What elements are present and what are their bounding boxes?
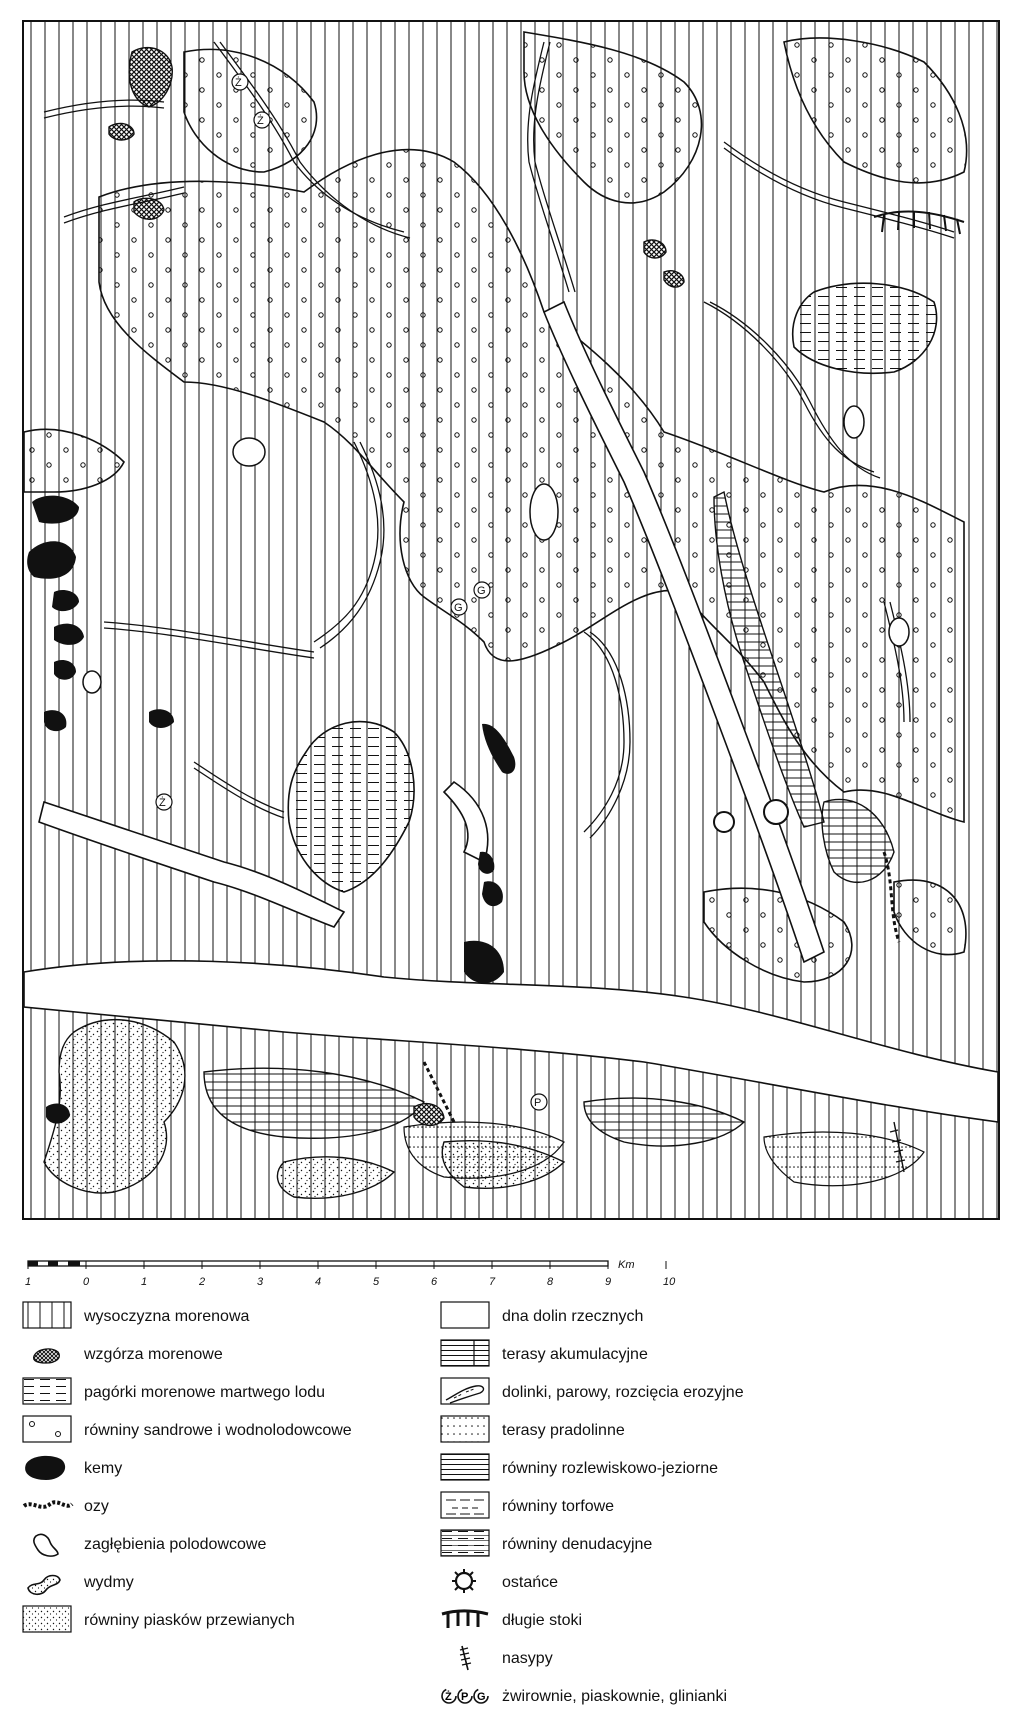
- legend-item-torfowe: [440, 1490, 880, 1524]
- legend-symbol-terasy-akum: [440, 1338, 494, 1370]
- legend-symbol-ostance: [440, 1566, 494, 1598]
- legend-label: dolinki, parowy, rozcięcia erozyjne: [502, 1384, 744, 1401]
- legend-label: równiny rozlewiskowo-jeziorne: [502, 1460, 719, 1477]
- pit-label: P: [534, 1097, 542, 1109]
- legend-label: żwirownie, piaskownie, glinianki: [502, 1688, 727, 1705]
- legend-pit-letter: Ż: [445, 1691, 452, 1703]
- scale-tick-label: 0: [83, 1276, 90, 1288]
- legend-symbol-nasypy: [440, 1642, 494, 1674]
- legend-item-ostance: [440, 1566, 880, 1600]
- legend-symbol-dolinki: [440, 1376, 494, 1408]
- scale-tick-label: 9: [605, 1276, 612, 1288]
- legend-symbol-wzgorza: [22, 1338, 76, 1370]
- legend-label: pagórki morenowe martwego lodu: [84, 1384, 326, 1401]
- legend-label: zagłębienia polodowcowe: [84, 1536, 267, 1553]
- legend-label: terasy pradolinne: [502, 1422, 625, 1439]
- legend-label: wysoczyzna morenowa: [84, 1308, 250, 1325]
- legend-symbol-stoki: [440, 1604, 494, 1636]
- legend-symbol-piaski: [22, 1604, 76, 1636]
- legend-item-pagorki: [22, 1376, 462, 1410]
- scale-tick-label: 8: [547, 1276, 554, 1288]
- legend-item-nasypy: [440, 1642, 880, 1676]
- legend-item-piaski: [22, 1604, 462, 1638]
- scale-tick-label: 1: [141, 1276, 148, 1288]
- legend-symbol-denudacyjne: [440, 1528, 494, 1560]
- scale-tick-label: 5: [373, 1276, 380, 1288]
- legend-symbol-pagorki: [22, 1376, 76, 1408]
- legend-label: długie stoki: [502, 1612, 583, 1629]
- pit-label: G: [477, 585, 486, 597]
- legend-label: równiny denudacyjne: [502, 1536, 653, 1553]
- legend-item-rozlewiska: [440, 1452, 880, 1486]
- scale-tick-label: 10: [663, 1276, 676, 1288]
- legend-symbol-zaglebienia: [22, 1528, 76, 1560]
- scale-bar: [22, 1255, 676, 1295]
- legend-pit-letter: P: [461, 1691, 469, 1703]
- legend-symbol-dna: [440, 1300, 494, 1332]
- legend-symbol-kemy: [22, 1452, 76, 1484]
- legend-symbol-sandry: [22, 1414, 76, 1446]
- legend-symbol-rozlewiska: [440, 1452, 494, 1484]
- legend-symbol-torfowe: [440, 1490, 494, 1522]
- legend-label: terasy akumulacyjne: [502, 1346, 648, 1363]
- legend-item-denudacyjne: [440, 1528, 880, 1562]
- legend-symbol-wysoczyzna: [22, 1300, 76, 1332]
- scale-tick-label: 7: [489, 1276, 496, 1288]
- legend-item-wysoczyzna: [22, 1300, 462, 1334]
- legend-label: kemy: [84, 1460, 123, 1477]
- legend-item-zwirownie: [440, 1680, 880, 1714]
- legend-label: równiny torfowe: [502, 1498, 615, 1515]
- scale-tick-label: 1: [25, 1276, 32, 1288]
- legend-item-terasy-pradol: [440, 1414, 880, 1448]
- legend-label: równiny piasków przewianych: [84, 1612, 295, 1629]
- legend-item-ozy: [22, 1490, 462, 1524]
- scale-tick-label: 3: [257, 1276, 264, 1288]
- legend-item-wzgorza: [22, 1338, 462, 1372]
- legend-symbol-zwirownie: [440, 1680, 494, 1712]
- legend-item-kemy: [22, 1452, 462, 1486]
- pit-label: Ż: [159, 797, 166, 809]
- legend-item-sandry: [22, 1414, 462, 1448]
- scale-unit: Km: [618, 1259, 635, 1271]
- legend-label: ostańce: [502, 1574, 559, 1591]
- legend-item-dolinki: [440, 1376, 880, 1410]
- legend-label: ozy: [84, 1498, 109, 1515]
- pit-label: Ż: [257, 115, 264, 127]
- legend-symbol-terasy-pradol: [440, 1414, 494, 1446]
- scale-tick-label: 6: [431, 1276, 438, 1288]
- legend-pit-letter: G: [477, 1691, 486, 1703]
- legend-label: równiny sandrowe i wodnolodowcowe: [84, 1422, 352, 1439]
- legend-label: nasypy: [502, 1650, 553, 1667]
- legend-label: dna dolin rzecznych: [502, 1308, 644, 1325]
- legend-label: wydmy: [84, 1574, 134, 1591]
- scale-tick-label: 4: [315, 1276, 322, 1288]
- legend-label: wzgórza morenowe: [84, 1346, 223, 1363]
- pit-label: Ż: [235, 77, 242, 89]
- legend-symbol-wydmy: [22, 1566, 76, 1598]
- legend-item-zaglebienia: [22, 1528, 462, 1562]
- legend-item-stoki: [440, 1604, 880, 1638]
- geomorphological-map: [22, 20, 1000, 1220]
- legend-item-terasy-akum: [440, 1338, 880, 1372]
- legend-symbol-ozy: [22, 1490, 76, 1522]
- legend-item-dna: [440, 1300, 880, 1334]
- legend-item-wydmy: [22, 1566, 462, 1600]
- pit-label: G: [454, 602, 463, 614]
- scale-tick-label: 2: [199, 1276, 206, 1288]
